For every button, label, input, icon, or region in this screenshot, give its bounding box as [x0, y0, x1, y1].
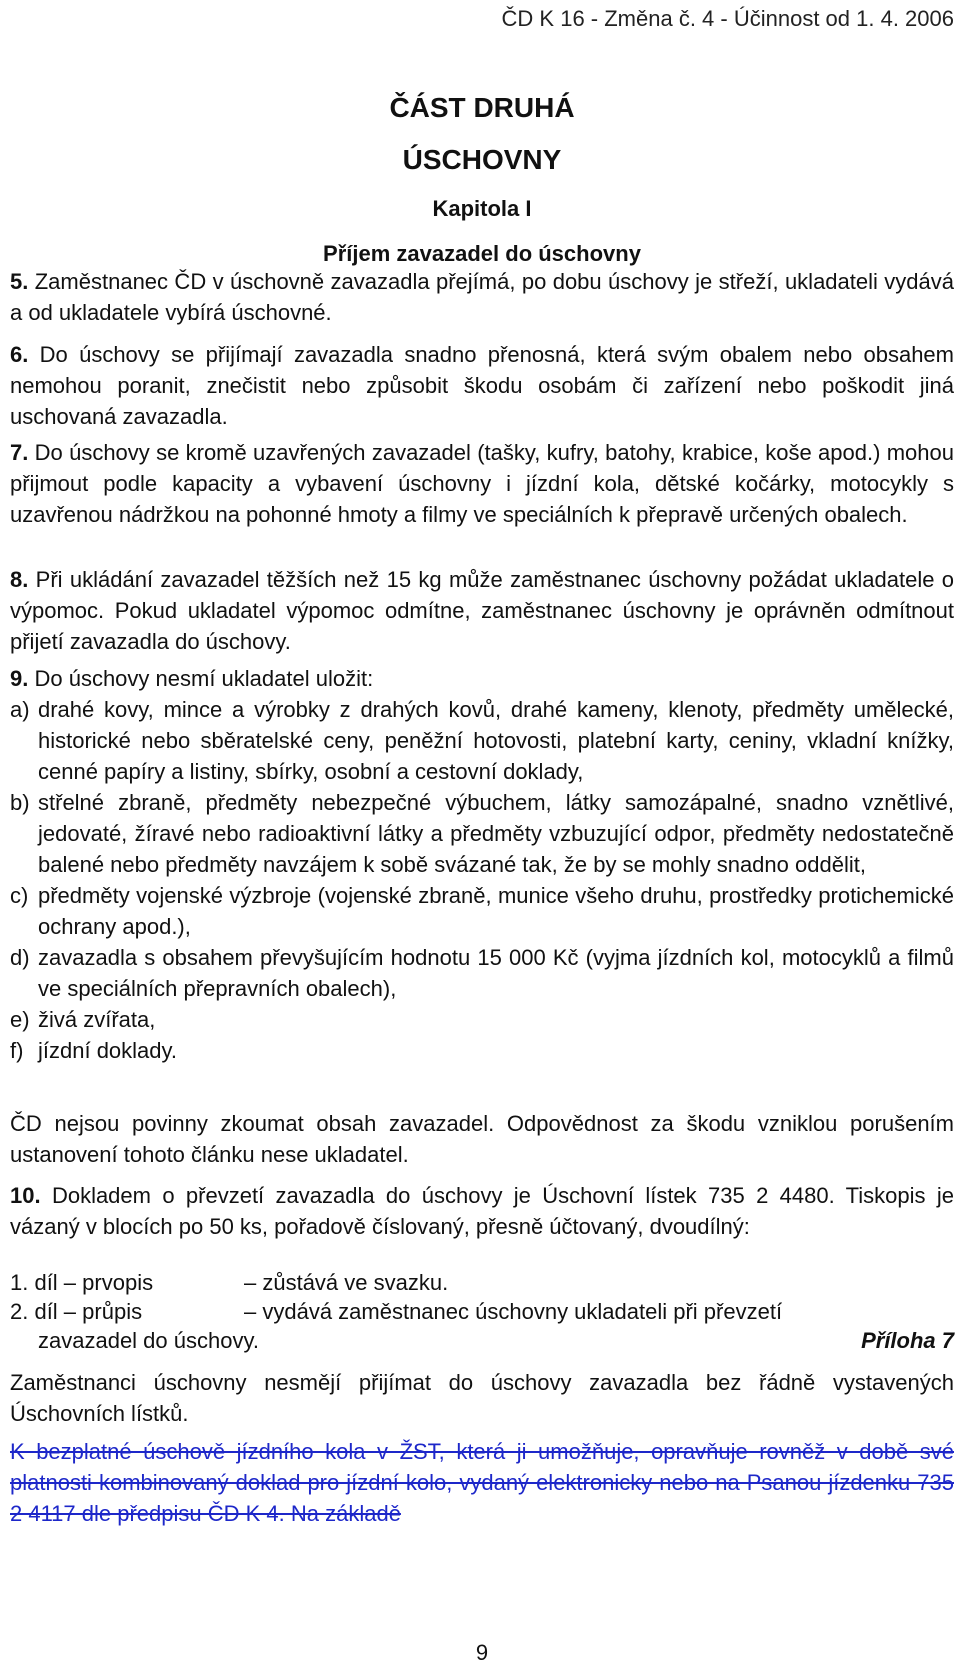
- paragraph-number: 8.: [10, 567, 29, 592]
- list-item-label: d): [10, 945, 30, 970]
- paragraph-8: [10, 564, 954, 657]
- list-item-text: drahé kovy, mince a výrobky z drahých kovů, drahé kameny, klenoty, předměty umělecké, historické nebo sběratelské ceny, peněžní hotovosti, platební karty, ceniny, vkladní knížky, cenné papíry a listiny, sbírky, osobní a cestovní doklady,: [38, 697, 954, 784]
- paragraph-number: 7.: [10, 440, 29, 465]
- paragraph-text: Při ukládání zavazadel těžších než 15 kg může zaměstnanec úschovny požádat ukladatele o výpomoc. Pokud ukladatel výpomoc odmítne, zaměstnanec úschovny je oprávněn odmítnout přijetí zavazadla do úschovy.: [10, 567, 954, 654]
- struck-amendment-paragraph: K bezplatné úschově jízdního kola v ŽST, která ji umožňuje, opravňuje rovněž v době své platnosti kombinovaný doklad pro jízdní kolo, vydaný elektronicky nebo na Psanou jízdenku 735 2 4117 dle předpisu ČD K 4. Na základě: [10, 1439, 954, 1526]
- list-item: [10, 1004, 954, 1035]
- paragraph-10: [10, 1180, 954, 1242]
- document-page: [10, 0, 954, 1678]
- staff-paragraph: Zaměstnanci úschovny nesmějí přijímat do úschovy zavazadla bez řádně vystavených Úschovních lístků.: [10, 1370, 954, 1426]
- list-item: [10, 942, 954, 1004]
- copy-2-continuation: [38, 1325, 954, 1356]
- chapter-heading: Kapitola I: [432, 196, 532, 221]
- copy-1-text: – zůstává ve svazku.: [244, 1270, 449, 1295]
- paragraph-text: Do úschovy nesmí ukladatel uložit:: [28, 666, 374, 691]
- liability-paragraph: ČD nejsou povinny zkoumat obsah zavazadel. Odpovědnost za škodu vzniklou porušením ustanovení tohoto článku nese ukladatel.: [10, 1111, 954, 1167]
- paragraph-text: Do úschovy se kromě uzavřených zavazadel (tašky, kufry, batohy, krabice, koše apod.) mohou přijmout podle kapacity a vybavení úschovny i jízdní kola, dětské kočárky, motocykly s uzavřenou nádržkou na pohonné hmoty a filmy ve speciálních k přepravě určených obalech.: [10, 440, 954, 527]
- list-item-label: a): [10, 697, 30, 722]
- list-item-text: živá zvířata,: [38, 1007, 156, 1032]
- prohibited-items-list: [10, 694, 954, 1066]
- paragraph-5: [10, 266, 954, 328]
- paragraph-7: [10, 437, 954, 530]
- copy-2-text: – vydává zaměstnanec úschovny ukladateli při převzetí: [244, 1299, 783, 1324]
- annex-reference: Příloha 7: [861, 1328, 954, 1353]
- paragraph-text: Do úschovy se přijímají zavazadla snadno přenosná, která svým obalem nebo obsahem nemohou poranit, znečistit nebo způsobit škodu osobám či zařízení nebo poškodit jiná uschovaná zavazadla.: [10, 342, 954, 429]
- copy-2-label: 2. díl – průpis: [10, 1299, 143, 1324]
- list-item-text: předměty vojenské výzbroje (vojenské zbraně, munice všeho druhu, prostředky protichemické ochrany apod.),: [38, 883, 954, 939]
- list-item: [10, 880, 954, 942]
- part-title: ČÁST DRUHÁ: [389, 92, 575, 123]
- paragraph-number: 9.: [10, 666, 29, 691]
- list-item: [10, 787, 954, 880]
- paragraph-number: 6.: [10, 342, 29, 367]
- list-item-text: střelné zbraně, předměty nebezpečné výbuchem, látky samozápalné, snadno vznětlivé, jedovaté, žíravé nebo radioaktivní látky a předměty vzbuzující odpor, předměty nedostatečně balené nebo předměty navzájem k sobě svázané tak, že by se mohly snadno oddělit,: [38, 790, 954, 877]
- copy-1-label: 1. díl – prvopis: [10, 1270, 154, 1295]
- paragraph-number: 10.: [10, 1183, 41, 1208]
- chapter-title: Příjem zavazadel do úschovny: [323, 241, 641, 266]
- list-item: [10, 1035, 954, 1066]
- paragraph-6: [10, 339, 954, 432]
- paragraph-number: 5.: [10, 269, 29, 294]
- list-item-label: e): [10, 1007, 30, 1032]
- list-item-text: zavazadla s obsahem převyšujícím hodnotu 15 000 Kč (vyjma jízdních kol, motocyklů a filmů ve speciálních přepravních obalech),: [38, 945, 954, 1001]
- list-item: [10, 694, 954, 787]
- list-item-text: jízdní doklady.: [38, 1038, 178, 1063]
- list-item-label: c): [10, 883, 29, 908]
- paragraph-9: [10, 663, 954, 694]
- page-number: 9: [475, 1640, 489, 1665]
- paragraph-text: Zaměstnanec ČD v úschovně zavazadla přejímá, po dobu úschovy je střeží, ukladateli vydává a od ukladatele vybírá úschovné.: [10, 269, 954, 325]
- page-header: ČD K 16 - Změna č. 4 - Účinnost od 1. 4. 2006: [501, 6, 954, 31]
- section-title: ÚSCHOVNY: [402, 144, 562, 175]
- copy-2-cont-text: zavazadel do úschovy.: [38, 1328, 259, 1353]
- paragraph-text: Dokladem o převzetí zavazadla do úschovy je Úschovní lístek 735 2 4480. Tiskopis je vázaný v blocích po 50 ks, pořadově číslovaný, přesně účtovaný, dvoudílný:: [10, 1183, 954, 1239]
- list-item-label: b): [10, 790, 30, 815]
- list-item-label: f): [10, 1038, 24, 1063]
